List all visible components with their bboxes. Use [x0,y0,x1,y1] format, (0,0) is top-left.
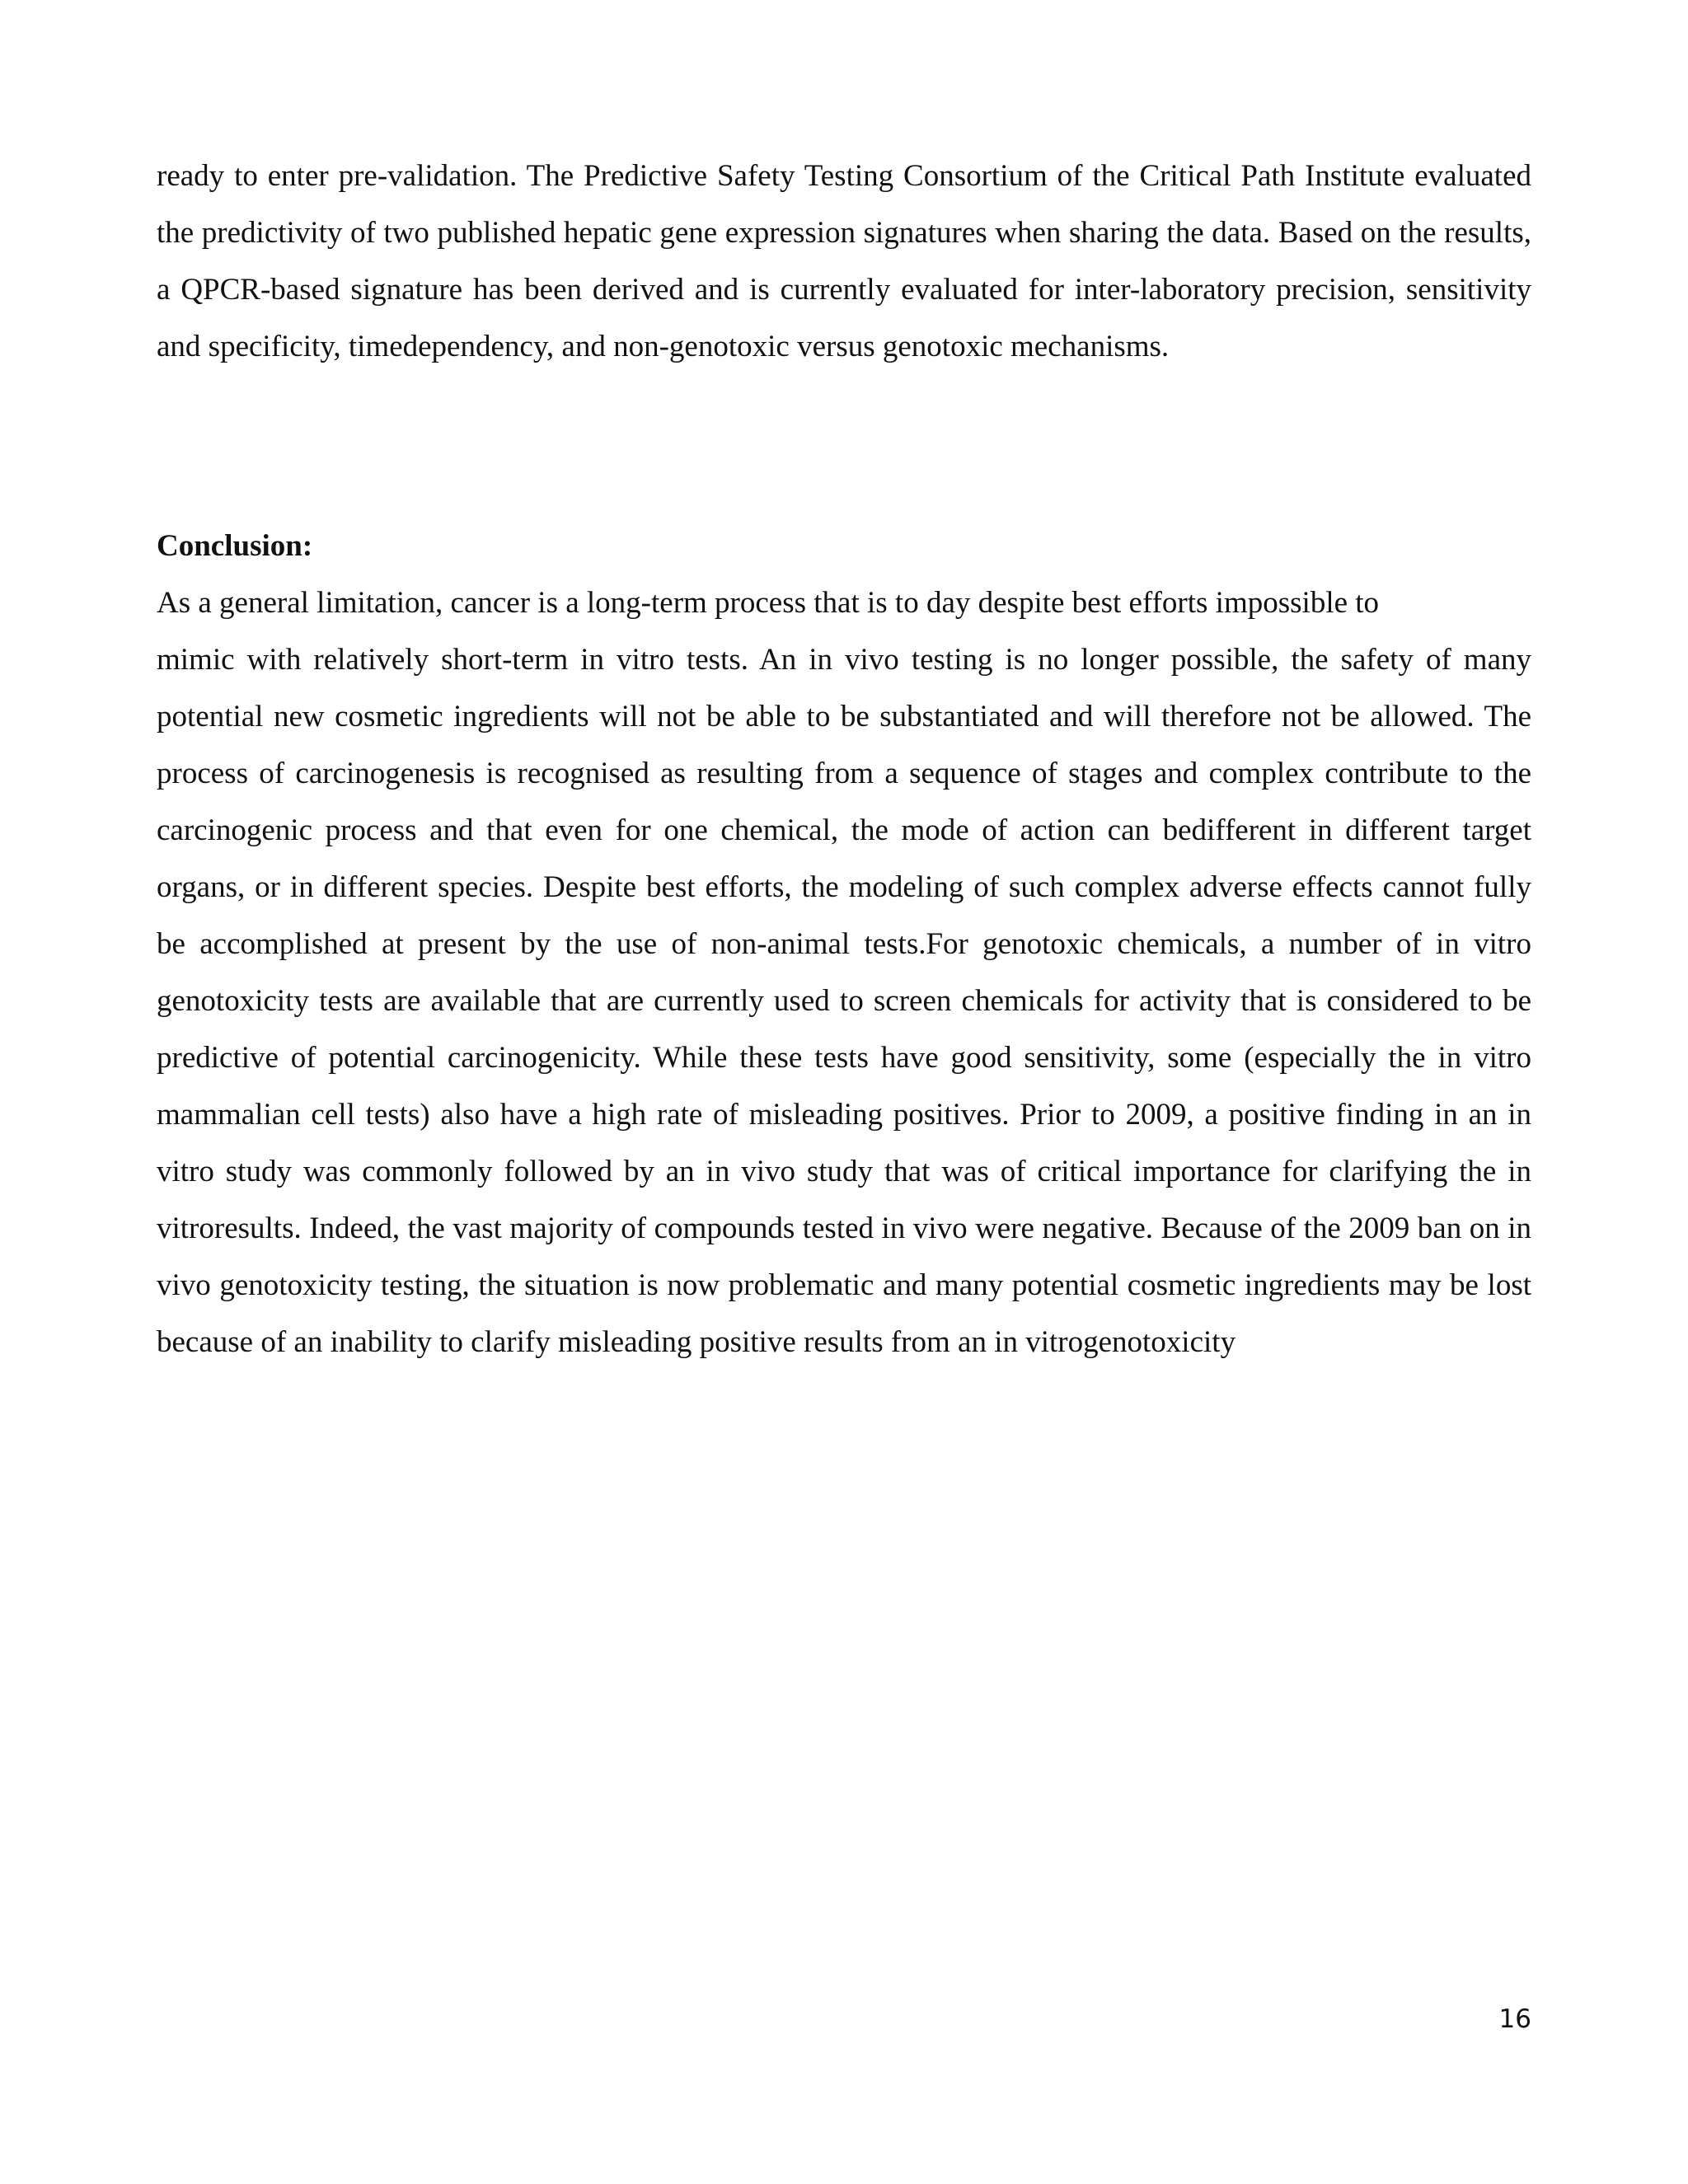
page-number: 16 [1498,2004,1531,2034]
conclusion-heading: Conclusion: [157,529,313,563]
conclusion-body: mimic with relatively short-term in vitro tests. An in vivo testing is no longer possible, the safety of many potential new cosmetic ingredients will not be able to be substantiated and will therefore not be allowed. The process of carcinogenesis is recognised as resulting from a sequence of stages and complex contribute to the carcinogenic process and that even for one chemical, the mode of action can bedifferent in different target organs, or in different species. Despite best efforts, the modeling of such complex adverse effects cannot fully be accomplished at present by the use of non-animal tests.For genotoxic chemicals, a number of in vitro genotoxicity tests are available that are currently used to screen chemicals for activity that is considered to be predictive of potential carcinogenicity. While these tests have good sensitivity, some (especially the in vitro mammalian cell tests) also have a high rate of misleading positives. Prior to 2009, a positive finding in an in vitro study was commonly followed by an in vivo study that was of critical importance for clarifying the in vitroresults. Indeed, the vast majority of compounds tested in vivo were negative. Because of the 2009 ban on in vivo genotoxicity testing, the situation is now problematic and many potential cosmetic ingredients may be lost because of an inability to clarify misleading positive results from an in vitrogenotoxicity [157,643,1531,1359]
conclusion-paragraph [157,574,1531,1371]
intro-paragraph: ready to enter pre-validation. The Predictive Safety Testing Consortium of the Critical Path Institute evaluated the predictivity of two published hepatic gene expression signatures when sharing the data. Based on the results, a QPCR-based signature has been derived and is currently evaluated for inter-laboratory precision, sensitivity and specificity, timedependency, and non-genotoxic versus genotoxic mechanisms. [157,159,1531,363]
conclusion-first-line: As a general limitation, cancer is a long-term process that is to day despite best efforts impossible to [157,586,1380,620]
